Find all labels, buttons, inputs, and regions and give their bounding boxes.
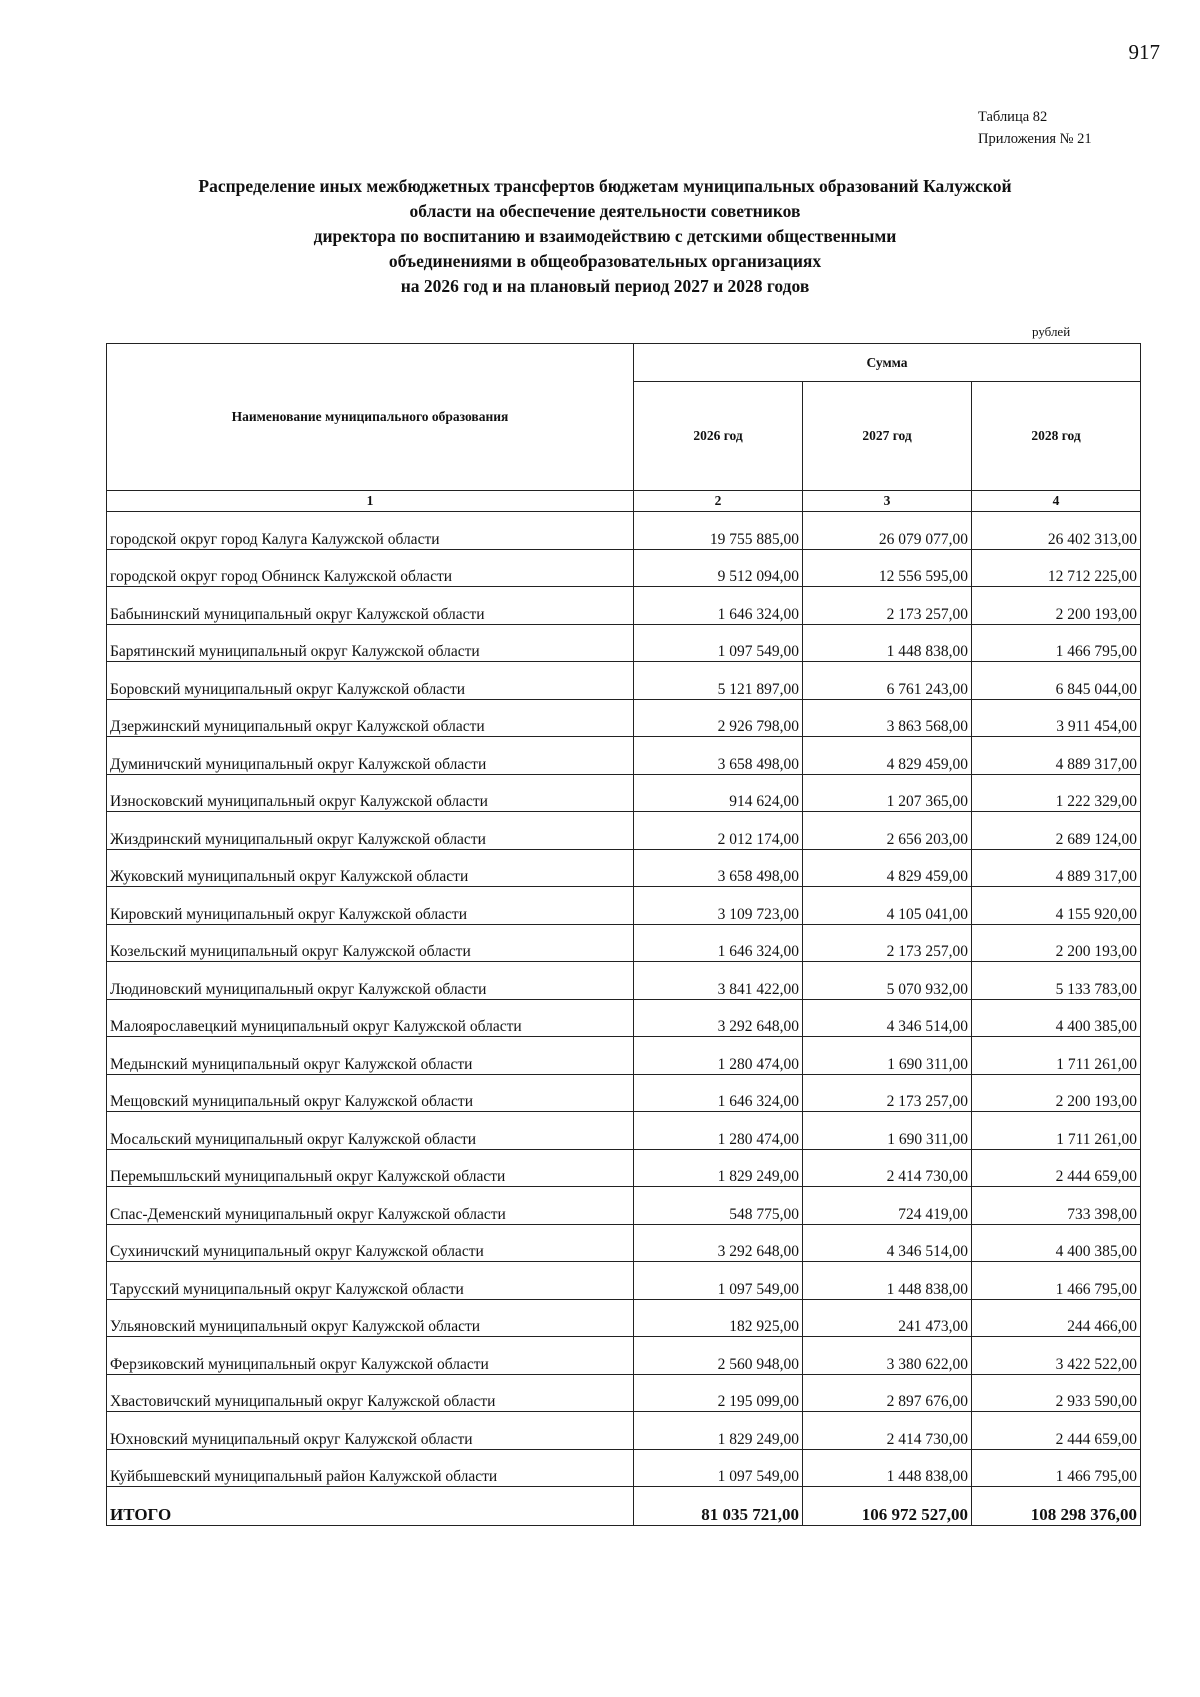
table-row [107,699,1141,737]
municipality-name: Людиновский муниципальный округ Калужской области [107,962,634,1000]
column-index: 4 [972,491,1141,512]
municipality-name: Куйбышевский муниципальный район Калужской области [107,1449,634,1487]
municipality-name: Мосальский муниципальный округ Калужской области [107,1112,634,1150]
amount-2026: 1 097 549,00 [634,624,803,662]
amount-2026: 914 624,00 [634,774,803,812]
table-row [107,1112,1141,1150]
municipality-name: Износковский муниципальный округ Калужской области [107,774,634,812]
amount-2026: 1 646 324,00 [634,587,803,625]
amount-2027: 1 690 311,00 [803,1112,972,1150]
municipality-name: Малоярославецкий муниципальный округ Калужской области [107,999,634,1037]
amount-2027: 1 448 838,00 [803,1262,972,1300]
amount-2028: 2 200 193,00 [972,924,1141,962]
amount-2027: 4 105 041,00 [803,887,972,925]
municipality-name: городской округ город Калуга Калужской области [107,512,634,550]
budget-table [106,343,1141,1526]
amount-2026: 2 012 174,00 [634,812,803,850]
header-year-2028: 2028 год [972,382,1141,491]
table-row [107,999,1141,1037]
table-row [107,924,1141,962]
amount-2028: 1 711 261,00 [972,1037,1141,1075]
table-row [107,1074,1141,1112]
amount-2027: 3 380 622,00 [803,1337,972,1375]
amount-2026: 2 195 099,00 [634,1374,803,1412]
table-row [107,774,1141,812]
municipality-name: Жуковский муниципальный округ Калужской области [107,849,634,887]
table-row [107,1299,1141,1337]
amount-2028: 1 466 795,00 [972,1262,1141,1300]
column-index: 3 [803,491,972,512]
table-reference [978,106,1092,150]
amount-2027: 2 173 257,00 [803,1074,972,1112]
municipality-name: Юхновский муниципальный округ Калужской области [107,1412,634,1450]
table-row [107,849,1141,887]
table-row [107,737,1141,775]
amount-2028: 1 222 329,00 [972,774,1141,812]
document-title [110,174,1100,299]
amount-2028: 244 466,00 [972,1299,1141,1337]
municipality-name: Перемышльский муниципальный округ Калужской области [107,1149,634,1187]
amount-2026: 3 841 422,00 [634,962,803,1000]
amount-2027: 26 079 077,00 [803,512,972,550]
header-year-2027: 2027 год [803,382,972,491]
municipality-name: Мещовский муниципальный округ Калужской области [107,1074,634,1112]
municipality-name: Ульяновский муниципальный округ Калужской области [107,1299,634,1337]
municipality-name: Боровский муниципальный округ Калужской области [107,662,634,700]
municipality-name: Дзержинский муниципальный округ Калужской области [107,699,634,737]
amount-2027: 4 829 459,00 [803,849,972,887]
amount-2028: 2 933 590,00 [972,1374,1141,1412]
municipality-name: Ферзиковский муниципальный округ Калужской области [107,1337,634,1375]
amount-2028: 4 400 385,00 [972,999,1141,1037]
amount-2027: 4 346 514,00 [803,1224,972,1262]
amount-2026: 3 292 648,00 [634,1224,803,1262]
amount-2028: 2 689 124,00 [972,812,1141,850]
amount-2027: 2 173 257,00 [803,587,972,625]
amount-2027: 2 173 257,00 [803,924,972,962]
total-2026: 81 035 721,00 [634,1487,803,1526]
amount-2027: 1 207 365,00 [803,774,972,812]
amount-2027: 2 414 730,00 [803,1149,972,1187]
amount-2026: 1 829 249,00 [634,1149,803,1187]
amount-2026: 5 121 897,00 [634,662,803,700]
table-row [107,1224,1141,1262]
amount-2026: 1 646 324,00 [634,924,803,962]
amount-2027: 2 414 730,00 [803,1412,972,1450]
total-2027: 106 972 527,00 [803,1487,972,1526]
municipality-name: Козельский муниципальный округ Калужской области [107,924,634,962]
table-row [107,887,1141,925]
total-2028: 108 298 376,00 [972,1487,1141,1526]
page-number: 917 [1128,40,1160,64]
municipality-name: Барятинский муниципальный округ Калужской области [107,624,634,662]
amount-2026: 19 755 885,00 [634,512,803,550]
amount-2028: 2 444 659,00 [972,1149,1141,1187]
amount-2027: 5 070 932,00 [803,962,972,1000]
municipality-name: Медынский муниципальный округ Калужской области [107,1037,634,1075]
total-row [107,1487,1141,1526]
amount-2026: 1 097 549,00 [634,1449,803,1487]
municipality-name: Тарусский муниципальный округ Калужской области [107,1262,634,1300]
amount-2028: 2 444 659,00 [972,1412,1141,1450]
table-row [107,1374,1141,1412]
amount-2026: 1 829 249,00 [634,1412,803,1450]
municipality-name: Кировский муниципальный округ Калужской области [107,887,634,925]
amount-2027: 1 448 838,00 [803,1449,972,1487]
amount-2026: 3 292 648,00 [634,999,803,1037]
amount-2028: 2 200 193,00 [972,1074,1141,1112]
amount-2026: 2 926 798,00 [634,699,803,737]
table-row [107,1187,1141,1225]
municipality-name: Жиздринский муниципальный округ Калужской области [107,812,634,850]
title-line: объединениями в общеобразовательных организациях [388,251,822,271]
table-row [107,624,1141,662]
municipality-name: городской округ город Обнинск Калужской области [107,549,634,587]
amount-2028: 4 155 920,00 [972,887,1141,925]
amount-2026: 1 280 474,00 [634,1037,803,1075]
table-row [107,812,1141,850]
table-row [107,962,1141,1000]
header-sum-cell: Сумма [634,344,1141,382]
amount-2027: 1 448 838,00 [803,624,972,662]
amount-2027: 724 419,00 [803,1187,972,1225]
column-index: 1 [107,491,634,512]
title-line: на 2026 год и на плановый период 2027 и 2028 годов [400,276,810,296]
amount-2028: 733 398,00 [972,1187,1141,1225]
amount-2028: 4 889 317,00 [972,737,1141,775]
title-line: директора по воспитанию и взаимодействию с детскими общественными [313,226,897,246]
table-row [107,1037,1141,1075]
amount-2026: 1 097 549,00 [634,1262,803,1300]
amount-2026: 548 775,00 [634,1187,803,1225]
amount-2028: 12 712 225,00 [972,549,1141,587]
appendix-number: Приложения № 21 [978,131,1092,147]
municipality-name: Думиничский муниципальный округ Калужской области [107,737,634,775]
amount-2028: 6 845 044,00 [972,662,1141,700]
table-row [107,512,1141,550]
amount-2028: 1 711 261,00 [972,1112,1141,1150]
amount-2028: 4 889 317,00 [972,849,1141,887]
amount-2027: 4 346 514,00 [803,999,972,1037]
amount-2027: 2 656 203,00 [803,812,972,850]
title-line: области на обеспечение деятельности советников [409,201,801,221]
table-row [107,1262,1141,1300]
amount-2028: 1 466 795,00 [972,624,1141,662]
municipality-name: Хвастовичский муниципальный округ Калужской области [107,1374,634,1412]
table-number: Таблица 82 [978,109,1048,125]
amount-2028: 2 200 193,00 [972,587,1141,625]
amount-2027: 12 556 595,00 [803,549,972,587]
amount-2026: 1 646 324,00 [634,1074,803,1112]
amount-2027: 2 897 676,00 [803,1374,972,1412]
amount-2026: 3 658 498,00 [634,849,803,887]
amount-2028: 5 133 783,00 [972,962,1141,1000]
table-row [107,549,1141,587]
table-row [107,1412,1141,1450]
amount-2027: 1 690 311,00 [803,1037,972,1075]
title-line: Распределение иных межбюджетных трансфертов бюджетам муниципальных образований Калужской [198,176,1012,196]
municipality-name: Сухиничский муниципальный округ Калужской области [107,1224,634,1262]
amount-2028: 4 400 385,00 [972,1224,1141,1262]
municipality-name: Спас-Деменский муниципальный округ Калужской области [107,1187,634,1225]
amount-2028: 3 911 454,00 [972,699,1141,737]
table-row [107,1449,1141,1487]
amount-2028: 1 466 795,00 [972,1449,1141,1487]
column-index: 2 [634,491,803,512]
municipality-name: Бабынинский муниципальный округ Калужской области [107,587,634,625]
total-label: ИТОГО [107,1487,634,1526]
header-name-cell: Наименование муниципального образования [107,344,634,491]
amount-2026: 1 280 474,00 [634,1112,803,1150]
header-year-2026: 2026 год [634,382,803,491]
amount-2027: 3 863 568,00 [803,699,972,737]
amount-2026: 3 109 723,00 [634,887,803,925]
amount-2026: 182 925,00 [634,1299,803,1337]
amount-2027: 4 829 459,00 [803,737,972,775]
amount-2028: 3 422 522,00 [972,1337,1141,1375]
amount-2027: 6 761 243,00 [803,662,972,700]
table-row [107,662,1141,700]
units-label: рублей [1032,324,1071,339]
amount-2028: 26 402 313,00 [972,512,1141,550]
amount-2027: 241 473,00 [803,1299,972,1337]
amount-2026: 3 658 498,00 [634,737,803,775]
amount-2026: 9 512 094,00 [634,549,803,587]
amount-2026: 2 560 948,00 [634,1337,803,1375]
table-row [107,1149,1141,1187]
table-row [107,587,1141,625]
table-row [107,1337,1141,1375]
